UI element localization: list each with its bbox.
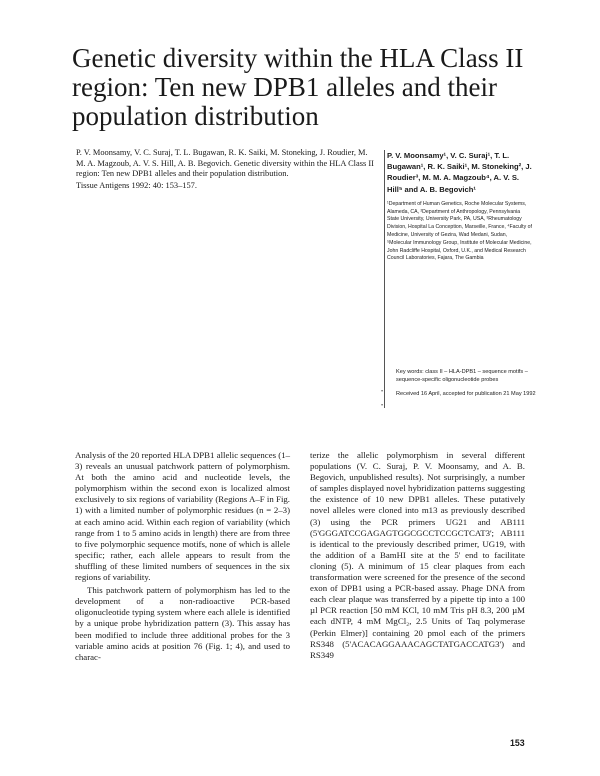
body-column-right xyxy=(310,450,525,661)
author-list: P. V. Moonsamy¹, V. C. Suraj¹, T. L. Bugawan¹, R. K. Saiki¹, M. Stoneking², J. Roudier³, M. M. A. Magzoub⁴, A. V. S. Hill⁵ and A. B. Begovich¹ xyxy=(387,151,532,194)
citation-block xyxy=(76,148,376,191)
author-sidebar xyxy=(387,150,532,263)
journal-reference: Tissue Antigens 1992: 40: 153–157. xyxy=(76,180,197,190)
column-divider xyxy=(384,150,385,408)
keywords-block xyxy=(396,368,536,399)
title-line: Genetic diversity within the HLA Class II xyxy=(72,43,524,73)
page-number: 153 xyxy=(510,738,525,748)
margin-marker: • xyxy=(381,403,384,409)
margin-marker: • xyxy=(381,389,384,395)
title-line: region: Ten new DPB1 alleles and their xyxy=(72,72,498,102)
article-title xyxy=(72,44,532,131)
paragraph: This patchwork pattern of polymorphism has led to the development of a non-radioactive PCR-based oligonucleotide typing system where each allele is identified by a unique probe hybridization pattern (3). This assay has been modified to include three additional probes for the 3 variable amino acids at position 76 (Fig. 1; 4), and used to charac- xyxy=(75,585,290,662)
title-line: population distribution xyxy=(72,101,319,131)
body-column-left xyxy=(75,450,290,663)
citation-text: P. V. Moonsamy, V. C. Suraj, T. L. Bugawan, R. K. Saiki, M. Stoneking, J. Roudier, M. M. A. Magzoub, A. V. S. Hill, A. B. Begovich. Genetic diversity within the HLA Class II region: Ten new DPB1 alleles and their population distribution. xyxy=(76,148,374,179)
paragraph: terize the allelic polymorphism in several different populations (V. C. Suraj, P. V. Moonsamy, and A. B. Begovich, unpublished results). Not surprisingly, a number of samples displayed novel hybridization patterns suggesting the existence of 10 new DPB1 alleles. These putatively novel alleles were cloned into m13 as previously described (3) using the PCR primers UG21 and AB111 (5'GGGATCCGAGAGTGGCGCCTCCGCTCAT3'; AB111 is identical to the previously described primer, UG19, with the addition of a BamHI site at the 5' end to facilitate cloning (5). A minimum of 15 clear plaques from each transformation were screened for the presence of the second exon of DPB1 using a PCR-based assay. Phage DNA from each clear plaque was transferred by a pipette tip into a 100 µl PCR reaction [50 mM KCl, 10 mM Tris pH 8.3, 200 µM each dNTP, 4 mM MgCl₂, 2.5 Units of Taq polymerase (Perkin Elmer)] containing 20 pmol each of the primers RS348 (5'ACACAGGAAACAGCTATGACCATG3') and RS349 xyxy=(310,450,525,660)
keywords: Key words: class II – HLA-DPB1 – sequence motifs – sequence-specific oligonucleotide probes xyxy=(396,369,528,384)
affiliations: ¹Department of Human Genetics, Roche Molecular Systems, Alameda, CA, ²Department of Anthropology, Pennsylvania State University, University Park, PA, USA, ³Rheumatology Division, Hospital La Conception, Marseille, France, ⁴Faculty of Medicine, University of Gezira, Wad Medani, Sudan, ⁵Molecular Immunology Group, Institute of Molecular Medicine, John Radcliffe Hospital, Oxford, U.K., and Medical Research Council Laboratories, Fajara, The Gambia xyxy=(387,200,532,262)
received-date: Received 16 April, accepted for publication 21 May 1992 xyxy=(396,391,536,398)
paragraph: Analysis of the 20 reported HLA DPB1 allelic sequences (1–3) reveals an unusual patchwork pattern of polymorphism. At both the amino acid and nucleotide levels, the polymorphism within the second exon is localized almost exclusively to six regions of variability (Regions A–F in Fig. 1) with a limited number of polymorphic residues (n = 2–3) at each amino acid. Within each region of variability (which range from 1 to 5 amino acids in length) there are from three to five polymorphic sequence motifs, none of which is allele specific; rather, each allele appears to result from the shuffling of these limited numbers of sequences in the six regions of variability. xyxy=(75,450,290,583)
